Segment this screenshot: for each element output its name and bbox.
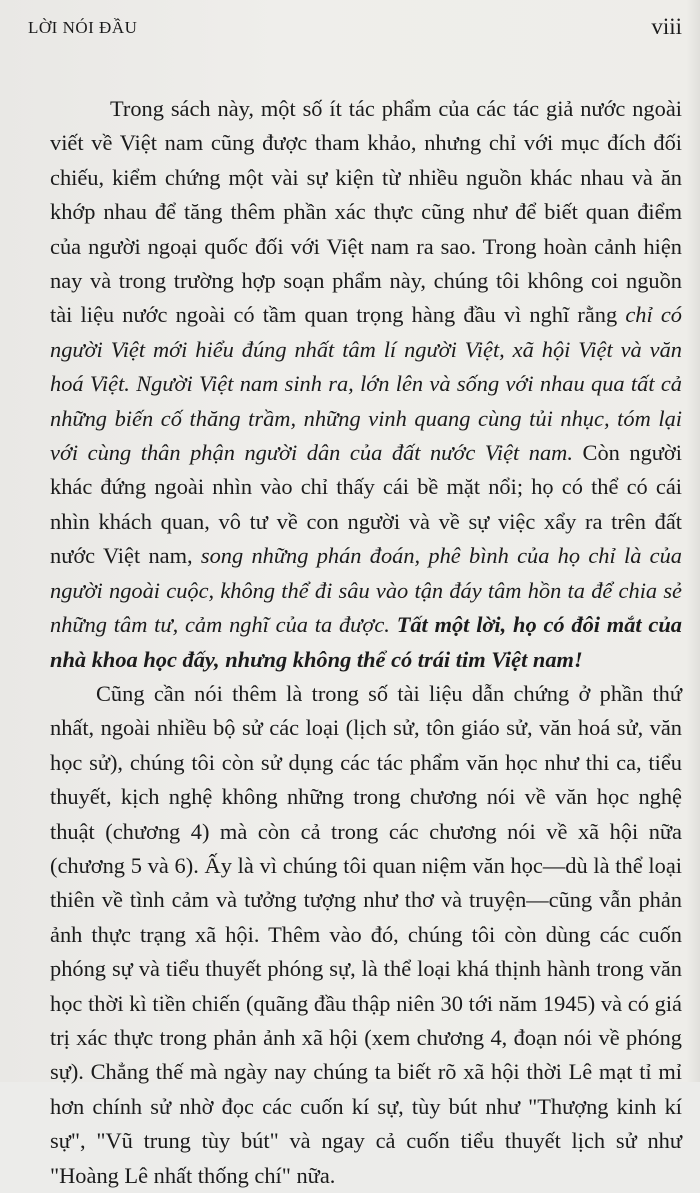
paragraph-1-text-continued: Còn người khác đứng ngoài nhìn vào chỉ thấy cái bề mặt nổi; họ có thể có cái nhìn khách quan, vô tư về con người và về sự việc xẩy ra trên đất nước Việt nam, bbox=[50, 440, 682, 569]
paragraph-1-italic-emphasis-2: song những phán đoán, phê bình của họ chỉ là của người ngoài cuộc, không thể đi sâu vào tận đáy tâm hồn ta để chia sẻ những tâm tư, cảm nghĩ của ta được. bbox=[50, 543, 682, 638]
paragraph-2: Cũng cần nói thêm là trong số tài liệu dẫn chứng ở phần thứ nhất, ngoài nhiều bộ sử các loại (lịch sử, tôn giáo sử, văn hoá sử, văn học sử), chúng tôi còn sử dụng các tác phẩm văn học như thi ca, tiểu thuyết, kịch nghệ không những trong chương nói về văn học nghệ thuật (chương 4) mà còn cả trong các chương nói về xã hội nữa (chương 5 và 6). Ấy là vì chúng tôi quan niệm văn học—dù là thể loại thiên về tình cảm và tưởng tượng như thơ và truyện—cũng vẫn phản ảnh thực trạng xã hội. Thêm vào đó, chúng tôi còn dùng các cuốn phóng sự và tiểu thuyết phóng sự, là thể loại khá thịnh hành trong văn học thời kì tiền chiến (quãng đầu thập niên 30 tới năm 1945) và có giá trị xác thực trong phản ảnh xã hội (xem chương 4, đoạn nói về phóng sự). Chẳng thế mà ngày nay chúng ta biết rõ xã hội thời Lê mạt tỉ mỉ hơn chính sử nhờ đọc các cuốn kí sự, tùy bút như "Thượng kinh kí sự", "Vũ trung tùy bút" và ngay cả cuốn tiểu thuyết lịch sử như "Hoàng Lê nhất thống chí" nữa. bbox=[50, 680, 682, 1188]
paragraph-1-text: Trong sách này, một số ít tác phẩm của các tác giả nước ngoài viết về Việt nam cũng được tham khảo, nhưng chỉ với mục đích đối chiếu, kiểm chứng một vài sự kiện từ nhiều nguồn khác nhau và ăn khớp nhau để tăng thêm phần xác thực cũng như để biết quan điểm của người ngoại quốc đối với Việt nam ra sao. Trong hoàn cảnh hiện nay và trong trường hợp soạn phẩm này, chúng tôi không coi nguồn tài liệu nước ngoài có tầm quan trọng hàng đầu vì nghĩ rằng bbox=[50, 96, 682, 328]
body-text bbox=[50, 92, 682, 1193]
page-header bbox=[28, 14, 682, 42]
paragraph-1-bold-conclusion: Tất một lời, họ có đôi mắt của nhà khoa học đấy, nhưng không thể có trái tim Việt nam! bbox=[50, 612, 682, 672]
paragraph-1-italic-emphasis: chỉ có người Việt mới hiểu đúng nhất tâm lí người Việt, xã hội Việt và văn hoá Việt. Người Việt nam sinh ra, lớn lên và sống với nhau qua tất cả những biến cố thăng trầm, những vinh quang cùng tủi nhục, tóm lại với cùng thân phận người dân của đất nước Việt nam. bbox=[50, 302, 682, 466]
running-head: LỜI NÓI ĐẦU bbox=[28, 18, 138, 37]
page-number: viii bbox=[651, 14, 682, 39]
paragraph-1 bbox=[50, 92, 682, 677]
page-edge-shadow bbox=[686, 0, 700, 1082]
